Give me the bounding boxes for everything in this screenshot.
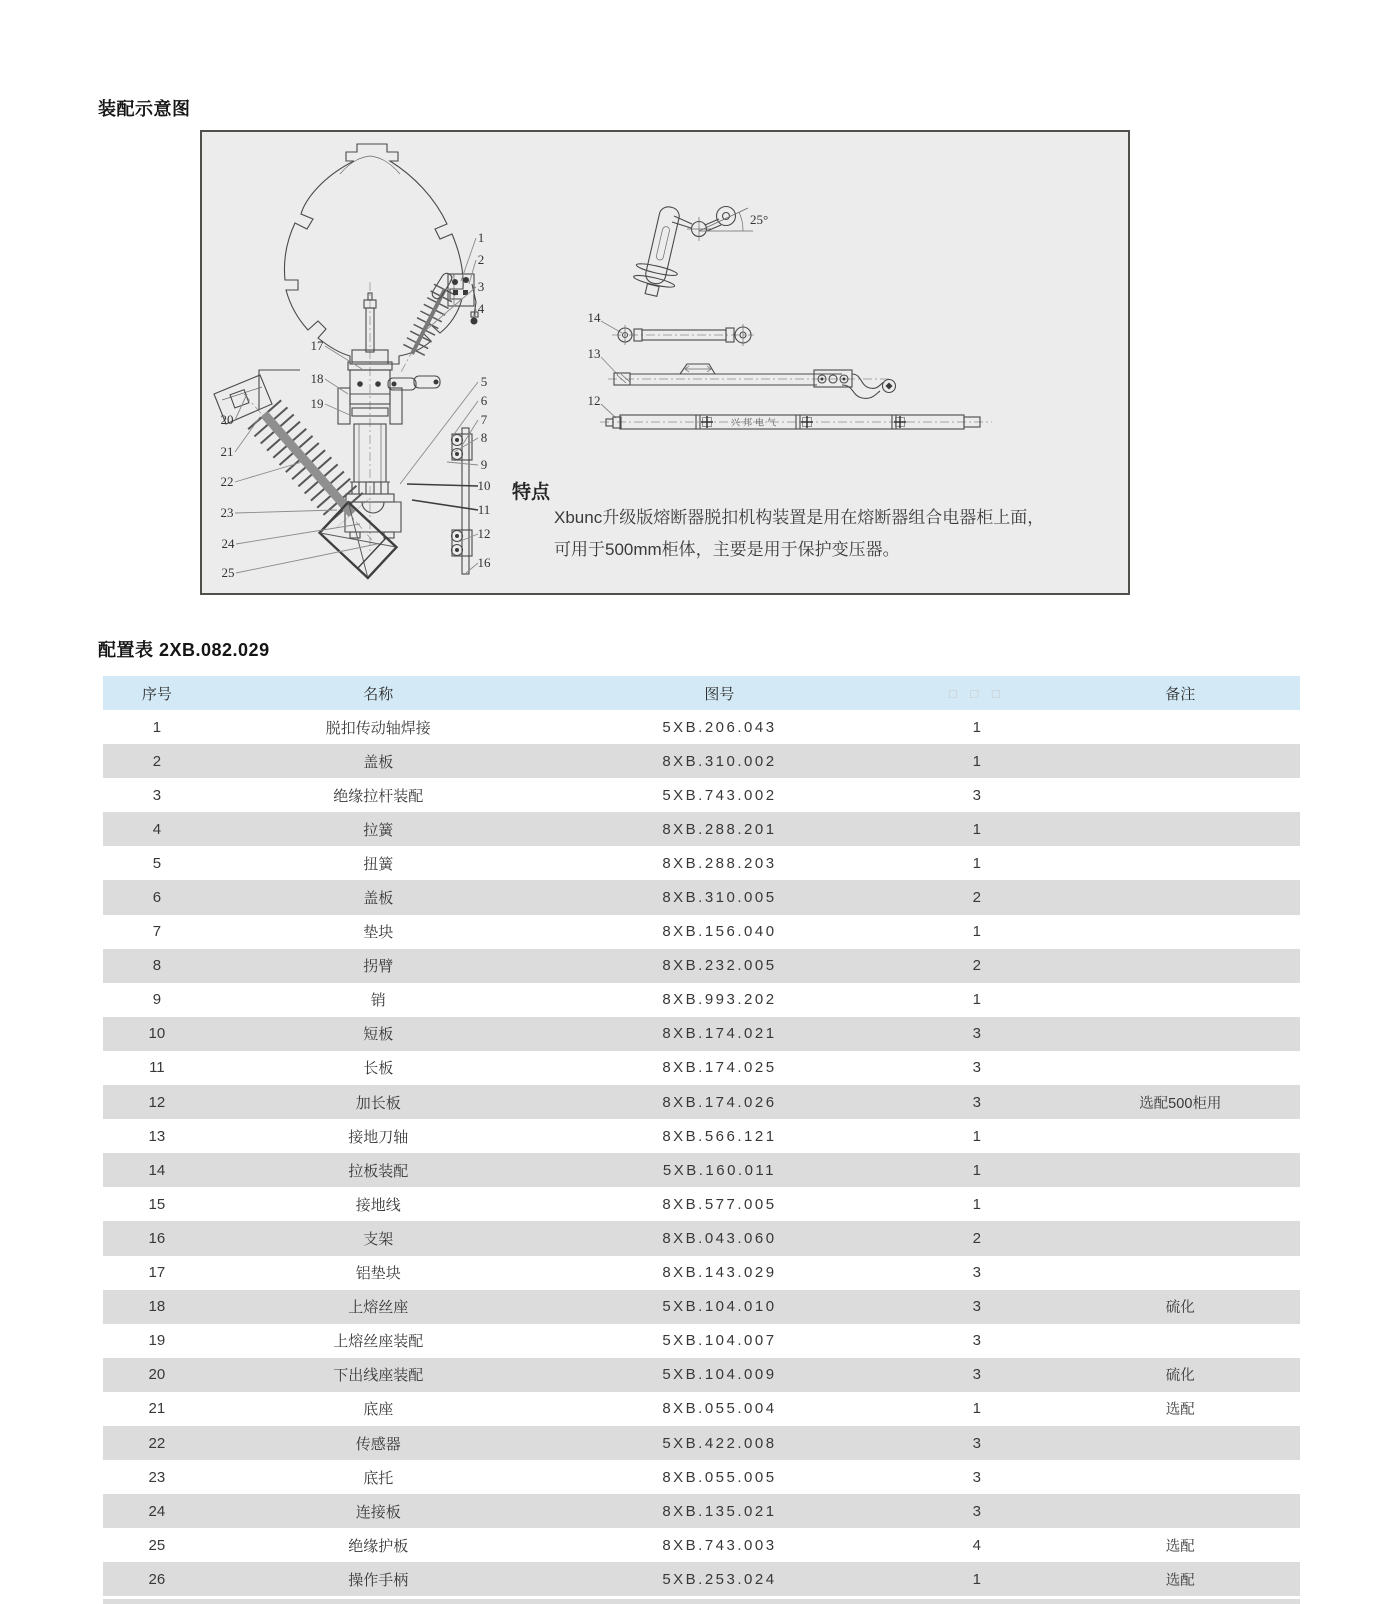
col-index: 20: [148, 1366, 166, 1384]
col-remark: [1061, 744, 1300, 778]
col-index: 15: [148, 1195, 166, 1213]
callout-19: 19: [310, 396, 324, 411]
col-drawing-no: 8XB.577.005: [662, 1195, 777, 1213]
col-drawing-no: 8XB.174.021: [662, 1025, 777, 1043]
col-name: 脱扣传动轴焊接: [325, 719, 431, 737]
col-drawing-no: 8XB.055.004: [662, 1400, 777, 1418]
angle-label: 25°: [750, 212, 769, 227]
assembly-diagram: [200, 130, 1130, 595]
col-drawing-no: 8XB.232.005: [662, 957, 777, 975]
lower-insulator-sensor: [214, 375, 372, 540]
col-drawing-no: 5XB.422.008: [662, 1434, 777, 1452]
base-box: [320, 502, 397, 578]
table-row: [103, 1528, 1300, 1562]
col-index: 3: [152, 786, 162, 804]
col-name: 绝缘拉杆装配: [333, 787, 424, 805]
col-name: 支架: [363, 1230, 394, 1248]
col-remark: [1061, 1324, 1300, 1358]
col-qty: 3: [972, 1059, 981, 1077]
col-name: 传感器: [355, 1435, 401, 1453]
col-index: 22: [148, 1434, 166, 1452]
header-qty: □ □ □: [893, 676, 1061, 710]
col-name: 铝垫块: [355, 1265, 401, 1283]
col-qty: 3: [972, 1502, 981, 1520]
col-remark: 选配: [1165, 1402, 1195, 1419]
col-index: 10: [148, 1025, 166, 1043]
col-remark: [1061, 1017, 1300, 1051]
table-row: [103, 983, 1300, 1017]
col-remark: 硫化: [1165, 1300, 1195, 1317]
col-name: 接地刀轴: [348, 1128, 409, 1146]
col-qty: 4: [972, 1536, 981, 1554]
col-index: 7: [152, 923, 162, 941]
col-remark: [1061, 812, 1300, 846]
col-name: 加长板: [355, 1094, 401, 1112]
col-qty: 1: [972, 1570, 981, 1588]
table-row: [103, 1494, 1300, 1528]
table-row: [103, 1187, 1300, 1221]
col-qty: 3: [972, 1298, 981, 1316]
callout-17: 17: [310, 338, 324, 353]
parts-table: [103, 676, 1300, 1596]
col-qty: 3: [972, 1468, 981, 1486]
col-name: 长板: [363, 1060, 394, 1078]
col-name: 盖板: [363, 753, 394, 771]
col-drawing-no: 5XB.253.024: [662, 1570, 777, 1588]
parts-table-header: [103, 676, 1300, 710]
table-row: [103, 812, 1300, 846]
col-index: 17: [148, 1264, 166, 1282]
col-remark: [1061, 1153, 1300, 1187]
table-row: [103, 1153, 1300, 1187]
col-drawing-no: 8XB.288.201: [662, 820, 777, 838]
callout-numbers: [221, 230, 602, 580]
callout-22: 22: [220, 474, 234, 489]
col-index: 21: [148, 1400, 166, 1418]
col-qty: 1: [972, 718, 981, 736]
features-line1: Xbunc升级版熔断器脱扣机构装置是用在熔断器组合电器柜上面，: [554, 508, 1045, 527]
table-row: [103, 1221, 1300, 1255]
col-qty: 3: [972, 1264, 981, 1282]
col-qty: 1: [972, 1195, 981, 1213]
table-row: [103, 1358, 1300, 1392]
col-drawing-no: 5XB.104.009: [662, 1366, 777, 1384]
col-index: 23: [148, 1468, 166, 1486]
col-qty: 1: [972, 752, 981, 770]
callout-1: 1: [477, 230, 485, 245]
parts-table-body: [103, 710, 1300, 1596]
col-name: 底座: [363, 1401, 394, 1419]
col-remark: 选配500柜用: [1139, 1095, 1222, 1112]
col-drawing-no: 8XB.743.003: [662, 1536, 777, 1554]
col-index: 4: [152, 820, 162, 838]
col-qty: 3: [972, 786, 981, 804]
col-qty: 1: [972, 854, 981, 872]
col-drawing-no: 8XB.043.060: [662, 1229, 777, 1247]
col-qty: 1: [972, 923, 981, 941]
col-qty: 3: [972, 1366, 981, 1384]
col-remark: [1061, 949, 1300, 983]
callout-23: 23: [220, 505, 234, 520]
assembly-diagram-svg: [202, 132, 1128, 593]
col-remark: [1061, 1051, 1300, 1085]
table-row: [103, 1017, 1300, 1051]
table-row: [103, 1119, 1300, 1153]
next-row-sliver: [103, 1599, 1300, 1604]
col-remark: [1061, 880, 1300, 914]
col-remark: [1061, 846, 1300, 880]
col-remark: [1061, 1187, 1300, 1221]
callout-24: 24: [221, 536, 235, 551]
col-remark: [1061, 778, 1300, 812]
col-index: 5: [152, 854, 162, 872]
table-row: [103, 710, 1300, 744]
col-index: 12: [148, 1093, 166, 1111]
col-remark: [1061, 710, 1300, 744]
table-row: [103, 1290, 1300, 1324]
col-index: 13: [148, 1127, 166, 1145]
features-line2: 可用于500mm柜体，主要是用于保护变压器。: [554, 540, 900, 559]
col-name: 连接板: [355, 1503, 401, 1521]
callout-16: 16: [477, 555, 491, 570]
col-name: 下出线座装配: [333, 1367, 424, 1385]
table-row: [103, 744, 1300, 778]
exploded-handle-25deg: [631, 203, 769, 300]
col-index: 9: [152, 991, 162, 1009]
callout-20: 20: [220, 412, 234, 427]
table-row: [103, 778, 1300, 812]
table-row: [103, 1085, 1300, 1119]
col-name: 盖板: [363, 890, 394, 908]
col-drawing-no: 8XB.135.021: [662, 1502, 777, 1520]
col-qty: 1: [972, 1161, 981, 1179]
table-row: [103, 1460, 1300, 1494]
table-row: [103, 949, 1300, 983]
table-row: [103, 1392, 1300, 1426]
exploded-long-bar-12: [600, 415, 992, 429]
col-qty: 3: [972, 1434, 981, 1452]
callout-4: 4: [477, 301, 485, 316]
callout-12: 12: [477, 526, 491, 541]
bar-brand-text: 兴邦电气: [730, 417, 780, 428]
callout-6: 6: [480, 393, 488, 408]
callout-2: 2: [477, 252, 485, 267]
col-qty: 1: [972, 991, 981, 1009]
header-name: 名称: [211, 676, 546, 710]
table-row: [103, 880, 1300, 914]
col-remark: [1061, 983, 1300, 1017]
parts-table-title: 配置表 2XB.082.029: [98, 640, 270, 660]
header-remark: 备注: [1061, 676, 1300, 710]
col-name: 上熔丝座装配: [333, 1333, 424, 1351]
col-drawing-no: 8XB.143.029: [662, 1264, 777, 1282]
col-remark: [1061, 1221, 1300, 1255]
callout-18: 18: [310, 371, 324, 386]
col-name: 上熔丝座: [348, 1299, 409, 1317]
col-remark: [1061, 915, 1300, 949]
col-index: 24: [148, 1502, 166, 1520]
features-block: [512, 480, 1044, 559]
table-row: [103, 1426, 1300, 1460]
callout-12b: 12: [587, 393, 601, 408]
col-index: 1: [152, 718, 162, 736]
col-drawing-no: 5XB.160.011: [662, 1161, 776, 1179]
col-drawing-no: 8XB.288.203: [662, 854, 777, 872]
table-row: [103, 1256, 1300, 1290]
col-remark: [1061, 1494, 1300, 1528]
col-drawing-no: 5XB.206.043: [662, 718, 777, 736]
exploded-pull-plate-14: [612, 324, 754, 346]
col-remark: [1061, 1119, 1300, 1153]
col-drawing-no: 8XB.174.025: [662, 1059, 777, 1077]
col-index: 11: [149, 1059, 165, 1077]
callout-11: 11: [477, 502, 491, 517]
col-index: 2: [152, 752, 162, 770]
col-remark: [1061, 1460, 1300, 1494]
callout-10: 10: [477, 478, 491, 493]
col-index: 18: [148, 1298, 166, 1316]
col-index: 26: [148, 1570, 166, 1588]
mounting-plate: [452, 428, 473, 574]
col-name: 拉簧: [363, 821, 394, 839]
col-name: 扭簧: [363, 855, 394, 873]
col-qty: 1: [972, 820, 981, 838]
col-remark: 选配: [1165, 1572, 1195, 1589]
col-name: 绝缘护板: [348, 1537, 409, 1555]
callout-9: 9: [480, 457, 488, 472]
table-row: [103, 1562, 1300, 1596]
col-drawing-no: 8XB.993.202: [662, 991, 777, 1009]
col-index: 19: [148, 1332, 166, 1350]
col-qty: 1: [972, 1127, 981, 1145]
col-remark: 选配: [1165, 1538, 1195, 1555]
table-row: [103, 915, 1300, 949]
table-row: [103, 1051, 1300, 1085]
col-qty: 2: [972, 957, 981, 975]
col-drawing-no: 8XB.055.005: [662, 1468, 777, 1486]
col-qty: 3: [972, 1093, 981, 1111]
assembly-diagram-title: 装配示意图: [98, 99, 191, 119]
callout-14: 14: [587, 310, 601, 325]
features-title: 特点: [512, 482, 551, 503]
header-drawing-no: 图号: [546, 676, 893, 710]
header-index: 序号: [103, 676, 211, 710]
table-row: [103, 1324, 1300, 1358]
exploded-earthing-shaft-13: [608, 364, 896, 398]
col-drawing-no: 8XB.156.040: [662, 923, 777, 941]
callout-13: 13: [587, 346, 601, 361]
col-name: 拉板装配: [348, 1162, 409, 1180]
col-name: 操作手柄: [348, 1571, 409, 1589]
table-row: [103, 846, 1300, 880]
col-name: 拐臂: [363, 958, 394, 976]
col-index: 6: [152, 889, 162, 907]
col-qty: 2: [972, 889, 981, 907]
callout-7: 7: [480, 412, 488, 427]
callout-25: 25: [221, 565, 235, 580]
col-index: 8: [152, 957, 162, 975]
col-name: 接地线: [355, 1196, 401, 1214]
col-qty: 3: [972, 1025, 981, 1043]
col-qty: 1: [972, 1400, 981, 1418]
col-drawing-no: 5XB.743.002: [662, 786, 777, 804]
callout-21: 21: [220, 444, 234, 459]
col-name: 底托: [363, 1469, 394, 1487]
col-qty: 3: [972, 1332, 981, 1350]
col-remark: 硫化: [1165, 1368, 1195, 1385]
col-remark: [1061, 1426, 1300, 1460]
col-index: 25: [148, 1536, 166, 1554]
col-drawing-no: 8XB.310.005: [662, 889, 777, 907]
callout-8: 8: [480, 430, 488, 445]
col-drawing-no: 5XB.104.007: [662, 1332, 777, 1350]
col-name: 垫块: [363, 924, 394, 942]
col-drawing-no: 5XB.104.010: [662, 1298, 777, 1316]
col-qty: 2: [972, 1229, 981, 1247]
callout-5: 5: [480, 374, 488, 389]
col-name: 销: [370, 992, 386, 1010]
callout-3: 3: [477, 279, 485, 294]
col-remark: [1061, 1256, 1300, 1290]
col-index: 14: [148, 1161, 166, 1179]
col-drawing-no: 8XB.174.026: [662, 1093, 777, 1111]
col-name: 短板: [363, 1026, 394, 1044]
col-drawing-no: 8XB.566.121: [662, 1127, 777, 1145]
col-index: 16: [148, 1229, 166, 1247]
col-drawing-no: 8XB.310.002: [662, 752, 777, 770]
